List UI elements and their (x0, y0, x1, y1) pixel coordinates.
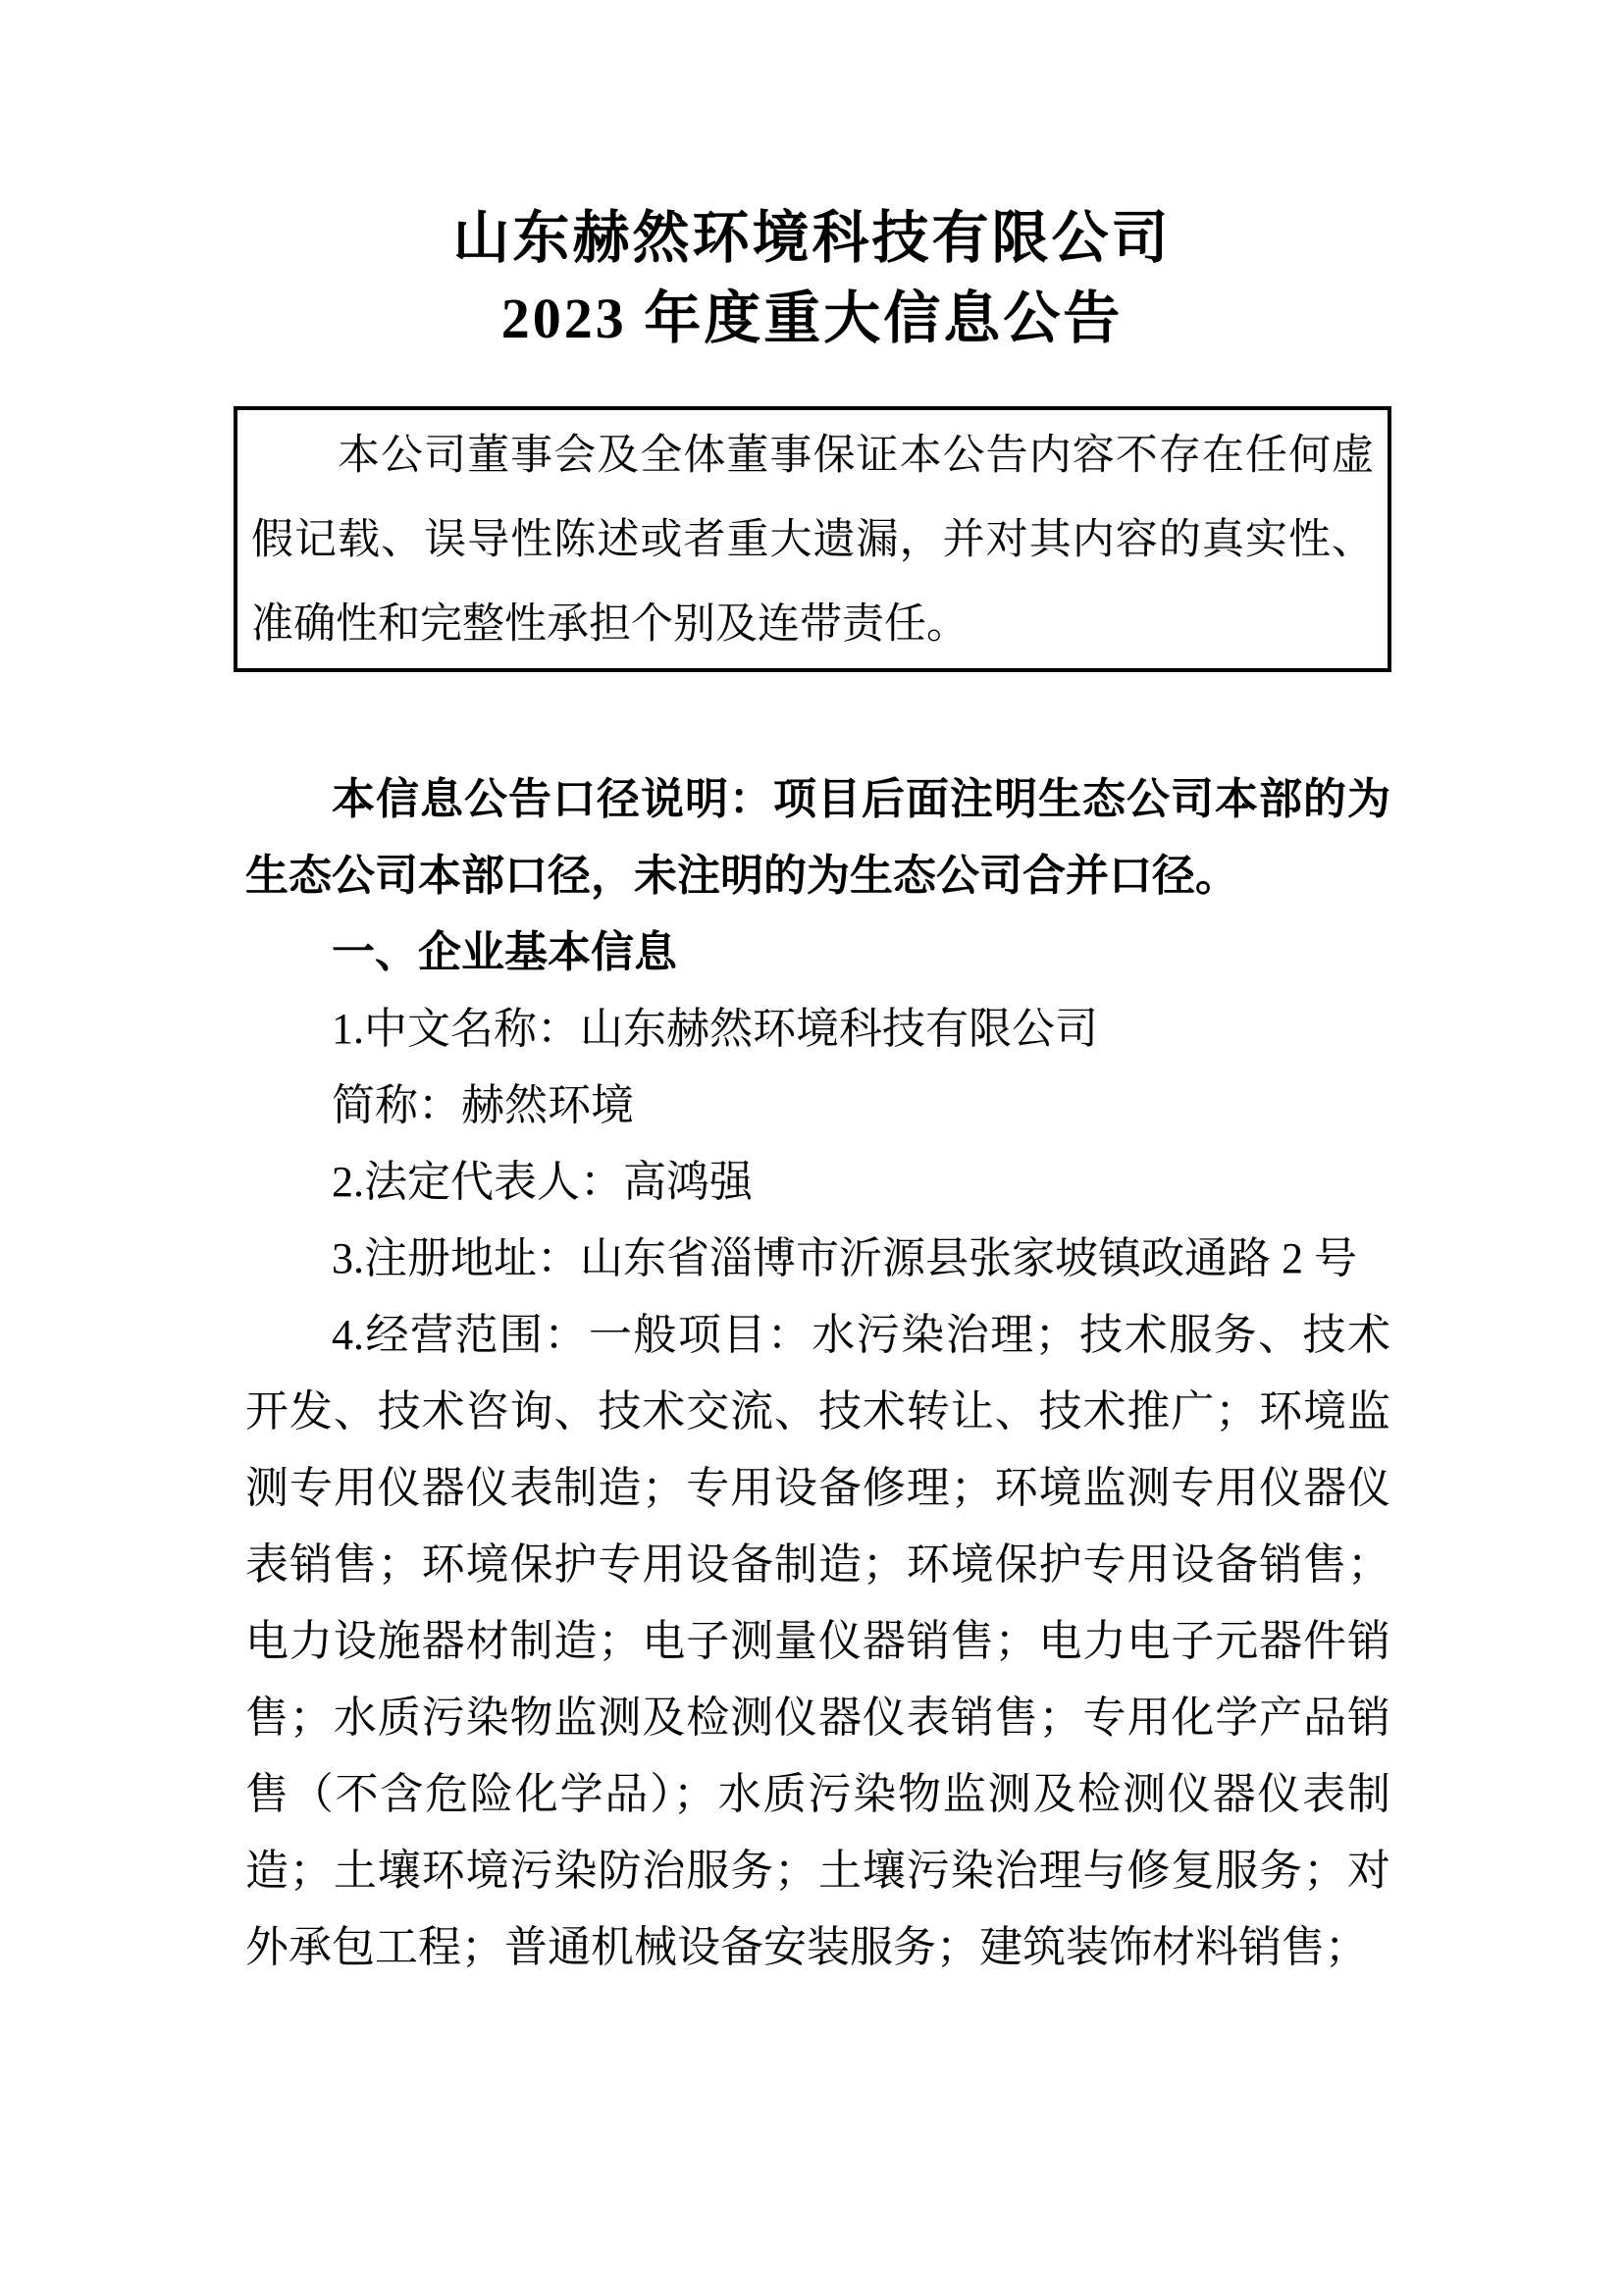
field-business-scope-line-3: 测专用仪器仪表制造；专用设备修理；环境监测专用仪器仪 (245, 1464, 1390, 1512)
field-registered-address: 3.注册地址：山东省淄博市沂源县张家坡镇政通路 2 号 (332, 1234, 1357, 1282)
document-title-line-1: 山东赫然环境科技有限公司 (452, 206, 1172, 270)
field-business-scope-line-7: 售（不含危险化学品）；水质污染物监测及检测仪器仪表制 (245, 1770, 1390, 1818)
document-title-line-2: 2023 年度重大信息公告 (500, 287, 1124, 350)
field-legal-representative: 2.法定代表人：高鸿强 (332, 1158, 753, 1206)
disclaimer-line: 准确性和完整性承担个别及连带责任。 (251, 601, 969, 648)
field-short-name: 简称：赫然环境 (332, 1081, 634, 1129)
document-title (0, 198, 1624, 359)
field-business-scope-line-5: 电力设施器材制造；电子测量仪器销售；电力电子元器件销 (245, 1617, 1390, 1665)
disclaimer-line: 本公司董事会及全体董事保证本公告内容不存在任何虚 (338, 433, 1374, 479)
field-chinese-name: 1.中文名称：山东赫然环境科技有限公司 (332, 1005, 1098, 1053)
field-business-scope-line-2: 开发、技术咨询、技术交流、技术转让、技术推广；环境监 (245, 1387, 1390, 1435)
section-heading-basic-info: 一、企业基本信息 (332, 928, 677, 976)
field-business-scope-line-9: 外承包工程；普通机械设备安装服务；建筑装饰材料销售； (245, 1923, 1368, 1971)
field-business-scope-line-4: 表销售；环境保护专用设备制造；环境保护专用设备销售； (245, 1540, 1390, 1589)
disclaimer-box (234, 406, 1391, 672)
field-business-scope-line-6: 售；水质污染物监测及检测仪器仪表销售；专用化学产品销 (245, 1694, 1390, 1742)
field-business-scope-line-1: 4.经营范围：一般项目：水污染治理；技术服务、技术 (332, 1311, 1390, 1359)
field-business-scope-line-8: 造；土壤环境污染防治服务；土壤污染治理与修复服务；对 (245, 1847, 1390, 1895)
disclaimer-line: 假记载、误导性陈述或者重大遗漏，并对其内容的真实性、 (251, 517, 1374, 563)
caliber-note-line-2: 生态公司本部口径，未注明的为生态公司合并口径。 (245, 852, 1238, 900)
caliber-note-line-1: 本信息公告口径说明：项目后面注明生态公司本部的为 (332, 775, 1390, 823)
document-body (245, 761, 1390, 1986)
